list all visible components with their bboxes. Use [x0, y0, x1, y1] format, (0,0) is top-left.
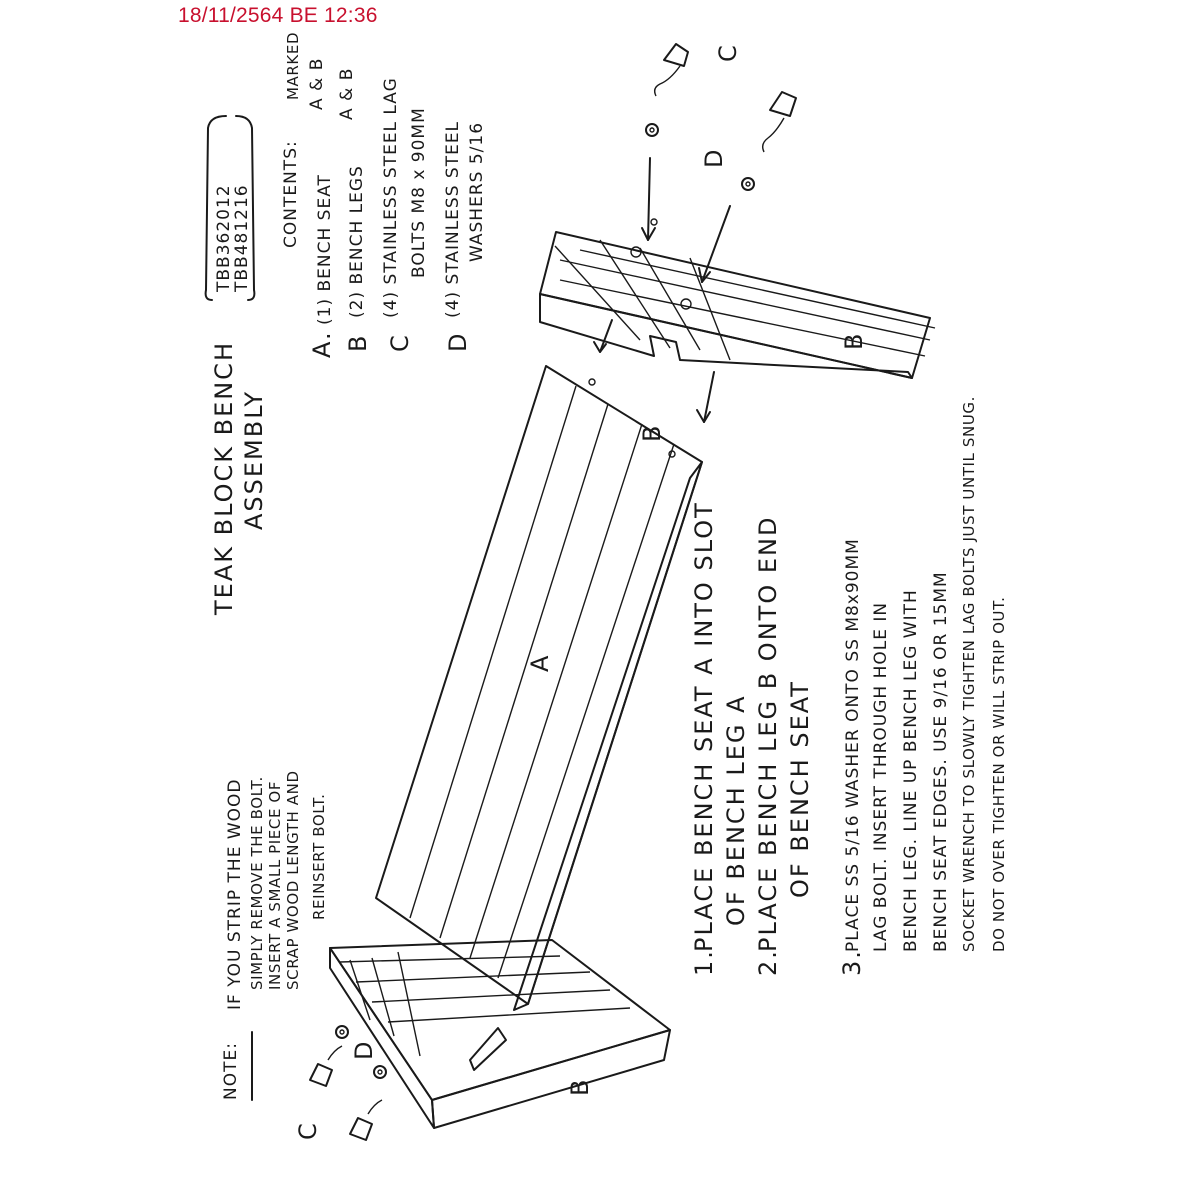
date-stamp: 18/11/2564 BE 12:36 — [178, 4, 378, 27]
step-1-line-2: OF BENCH LEG A — [722, 694, 750, 926]
contents-marked-seat: A & B — [307, 57, 327, 110]
title-line-1: TEAK BLOCK BENCH — [210, 341, 238, 615]
note-line-5: REINSERT BOLT. — [310, 793, 328, 920]
step-2-line-1: PLACE BENCH LEG B ONTO END — [754, 515, 782, 952]
contents-item-washers: (4) STAINLESS STEEL — [443, 120, 463, 318]
contents-item-bolts-size: BOLTS M8 x 90MM — [409, 107, 429, 278]
marked-header: MARKED — [284, 31, 302, 100]
contents-header: CONTENTS: — [281, 140, 301, 248]
bolt-label-top: C — [714, 43, 742, 62]
bench-seat — [376, 366, 702, 1010]
seat-end-label: B — [638, 423, 666, 442]
bolt-label-bottom: C — [294, 1121, 322, 1140]
leg-label-top: B — [840, 331, 868, 350]
step-3-line-5: SOCKET WRENCH TO SLOWLY TIGHTEN LAG BOLTS JUST UNTIL SNUG. — [960, 396, 978, 952]
leg-label-bottom: B — [566, 1077, 594, 1096]
step-3-number: 3. — [838, 949, 866, 976]
note-line-3: INSERT A SMALL PIECE OF — [266, 780, 284, 990]
assembly-arrows-upper — [594, 158, 730, 422]
contents-item-legs: (2) BENCH LEGS — [347, 165, 367, 318]
step-3-line-2: LAG BOLT. INSERT THROUGH HOLE IN — [871, 601, 891, 952]
washer-label-top: D — [700, 147, 728, 168]
seat-label: A — [526, 653, 554, 672]
step-1-line-1: PLACE BENCH SEAT A INTO SLOT — [690, 501, 718, 952]
note-label: NOTE: — [221, 1042, 241, 1100]
note-line-2: SIMPLY REMOVE THE BOLT. — [248, 776, 266, 990]
note-line-4: SCRAP WOOD LENGTH AND — [284, 770, 302, 990]
step-3-line-4: BENCH SEAT EDGES. USE 9/16 OR 15MM — [931, 571, 951, 952]
washer-label-bottom: D — [350, 1039, 378, 1060]
contents-letter-b: B — [344, 333, 372, 352]
product-code-1: TBB362012 — [214, 184, 234, 292]
step-3-line-3: BENCH LEG. LINE UP BENCH LEG WITH — [901, 589, 921, 952]
contents-item-bolts: (4) STAINLESS STEEL LAG — [381, 77, 401, 318]
contents-letter-d: D — [444, 331, 472, 352]
contents-letter-c: C — [386, 333, 414, 352]
step-2-number: 2. — [754, 949, 782, 976]
contents-item-seat: (1) BENCH SEAT — [315, 174, 335, 325]
step-1-number: 1. — [690, 949, 718, 976]
product-code-2: TBB481216 — [232, 184, 252, 292]
step-2-line-2: OF BENCH SEAT — [786, 680, 814, 898]
bench-leg-upper — [540, 219, 935, 378]
title-line-2: ASSEMBLY — [240, 389, 268, 530]
step-3-line-6: DO NOT OVER TIGHTEN OR WILL STRIP OUT. — [990, 596, 1008, 952]
contents-letter-a: A. — [308, 330, 336, 358]
contents-item-washers-size: WASHERS 5/16 — [467, 121, 487, 262]
step-3-line-1: PLACE SS 5/16 WASHER ONTO SS M8x90MM — [843, 538, 863, 952]
note-line-1: IF YOU STRIP THE WOOD — [225, 778, 245, 1010]
contents-marked-legs: A & B — [337, 67, 357, 120]
